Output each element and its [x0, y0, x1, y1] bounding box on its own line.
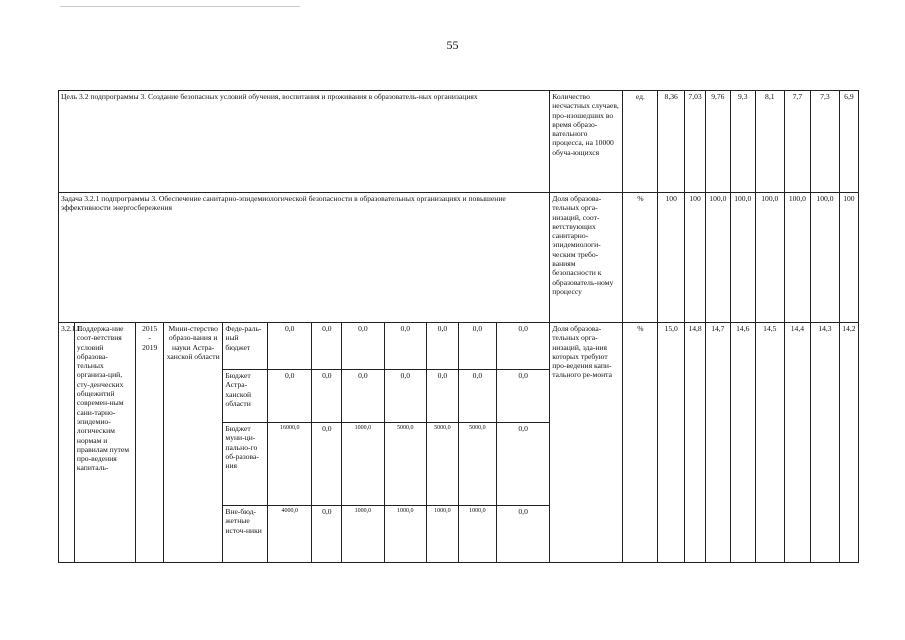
goal-value: 9,76 [706, 91, 730, 193]
goal-row [59, 91, 859, 193]
source-value: 1000,0 [342, 423, 384, 506]
page-number: 55 [446, 38, 459, 52]
activity-row-federal [59, 323, 859, 370]
source-value: 0,0 [342, 370, 384, 423]
source-value: 0,0 [384, 370, 426, 423]
source-value: 0,0 [312, 506, 342, 563]
source-value: 16000,0 [267, 423, 312, 506]
activity-code: 3.2.1.1. [59, 323, 75, 563]
source-value: 0,0 [458, 370, 496, 423]
task-value: 100,0 [730, 193, 755, 323]
source-value: 5000,0 [427, 423, 459, 506]
activity-period [136, 323, 164, 563]
activity-unit: % [623, 323, 658, 563]
period-start: 2015 [142, 324, 158, 333]
goal-value: 8,36 [658, 91, 685, 193]
task-value: 100 [658, 193, 685, 323]
source-value: 0,0 [497, 423, 550, 506]
activity-value: 14,4 [784, 323, 811, 563]
activity-value: 14,6 [730, 323, 755, 563]
activity-value: 14,5 [755, 323, 784, 563]
period-end: 2019 [142, 342, 158, 352]
goal-value: 7,7 [784, 91, 811, 193]
scan-mark [60, 6, 300, 7]
activity-value: 14,7 [706, 323, 730, 563]
goal-indicator: Количество несчастных случаев, про-изошедших во время образо-вательного процесса, на 10000 обуча-ющихся [550, 91, 623, 193]
source-value: 0,0 [497, 323, 550, 370]
activity-value: 14,8 [684, 323, 705, 563]
source-value: 5000,0 [384, 423, 426, 506]
activity-indicator: Доля образова-тельных орга-низаций, зда-ния которых требуют про-ведения капи-тального ре-монта [550, 323, 623, 563]
period-dash: - [148, 333, 151, 343]
source-value: 4000,0 [267, 506, 312, 563]
source-value: 0,0 [497, 370, 550, 423]
activity-name: Поддержа-ние соот-ветствия условий образова-тельных организа-ций, сту-денческих общежитий современ-ным сани-тарно-эпидемио-логическим нормам и правилам путем про-ведения капиталь- [74, 323, 136, 563]
activity-value: 14,3 [811, 323, 840, 563]
goal-value: 8,1 [755, 91, 784, 193]
source-value: 1000,0 [384, 506, 426, 563]
goal-text: Цель 3.2 подпрограммы 3. Создание безопасных условий обучения, воспитания и проживания в образователь-ных организациях [59, 91, 550, 193]
goal-value: 7,3 [811, 91, 840, 193]
source-name: Вне-бюд-жетные источ-ники [223, 506, 268, 563]
source-value: 0,0 [267, 370, 312, 423]
task-text: Задача 3.2.1 подпрограммы 3. Обеспечение санитарно-эпидемиологической безопасности в образовательных организациях и повышение эффективности энергосбережения [59, 193, 550, 323]
task-value: 100,0 [784, 193, 811, 323]
source-name: Бюджет муни-ци-пально-го об-разова-ния [223, 423, 268, 506]
task-unit: % [623, 193, 658, 323]
program-table [58, 90, 859, 563]
source-name: Бюджет Астра-ханской области [223, 370, 268, 423]
source-value: 0,0 [384, 323, 426, 370]
source-value: 0,0 [342, 323, 384, 370]
task-value: 100 [684, 193, 705, 323]
source-value: 0,0 [312, 370, 342, 423]
activity-executor: Мини-стерство образо-вания и науки Астра-ханской области [164, 323, 223, 563]
source-value: 0,0 [427, 370, 459, 423]
task-row [59, 193, 859, 323]
goal-unit: ед. [623, 91, 658, 193]
source-value: 0,0 [427, 323, 459, 370]
source-value: 0,0 [267, 323, 312, 370]
goal-value: 7,03 [684, 91, 705, 193]
activity-value: 14,2 [839, 323, 858, 563]
task-value: 100,0 [706, 193, 730, 323]
task-value: 100,0 [811, 193, 840, 323]
source-value: 0,0 [497, 506, 550, 563]
source-value: 1000,0 [458, 506, 496, 563]
source-value: 0,0 [312, 323, 342, 370]
task-indicator: Доля образова-тельных орга-низаций, соот-ветствующих санитарно-эпидемиологи-ческим требо-ваниям безопасности к образователь-ному процессу [550, 193, 623, 323]
goal-value: 9,3 [730, 91, 755, 193]
source-value: 0,0 [312, 423, 342, 506]
source-value: 5000,0 [458, 423, 496, 506]
activity-value: 15,0 [658, 323, 685, 563]
goal-value: 6,9 [839, 91, 858, 193]
source-value: 1000,0 [427, 506, 459, 563]
task-value: 100,0 [755, 193, 784, 323]
source-name: Феде-раль-ный бюджет [223, 323, 268, 370]
source-value: 1000,0 [342, 506, 384, 563]
task-value: 100 [839, 193, 858, 323]
source-value: 0,0 [458, 323, 496, 370]
